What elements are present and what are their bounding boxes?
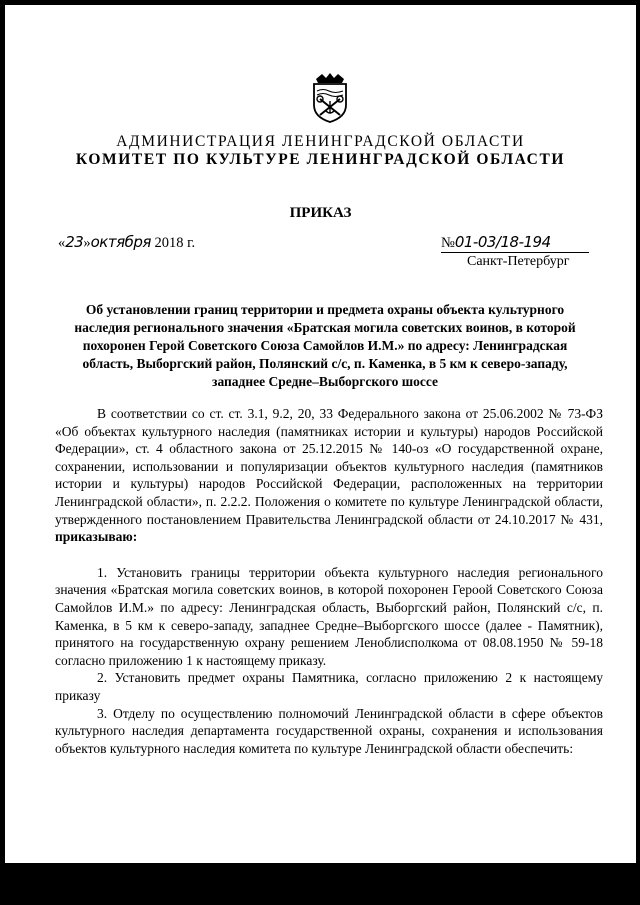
org-name-committee: КОМИТЕТ ПО КУЛЬТУРЕ ЛЕНИНГРАДСКОЙ ОБЛАСТИ — [75, 151, 566, 168]
number-value: 01-03/18-194 — [454, 233, 551, 251]
preamble-paragraph — [55, 405, 603, 546]
item-1: 1. Установить границы территории объекта культурного наследия регионального значения «Братская могила советских воинов, в которой похоронен Героой Советского Союза Самойлов И.М.» по адресу: Ленинградская область, Выборгский район, Полянский с/с, п. Каменка, в 5 км к северо-западу, западнее Средне–Выборгского шоссе (далее - Памятник), принятого на государственную охрану решением Леноблисполкома от 08.08.1950 № 59-18 согласно приложению 1 к настоящему приказу. — [55, 564, 603, 668]
item-2: 2. Установить предмет охраны Памятника, согласно приложению 2 к настоящему приказу — [55, 670, 603, 703]
preamble-text: В соответствии со ст. ст. 3.1, 9.2, 20, 33 Федерального закона от 25.06.2002 № 73-ФЗ «Об объектах культурного наследия (памятниках истории и культуры) народов Российской Федерации», ст. 4 областного закона от 25.12.2015 № 140-оз «О государственной охране, сохранении, использовании и популяризации объектов культурного наследия (памятников истории и культуры) народов Российской Федерации, расположенных на территории Ленинградской области», п. 2.2.2. Положения о комитете по культуре Ленинградской области, утвержденного постановлением Правительства Ленинградской области от 24.10.2017 № 431, — [55, 406, 603, 527]
document-body — [55, 405, 603, 757]
document-number — [441, 233, 589, 253]
date-open-quote: « — [58, 235, 66, 251]
document-title: ПРИКАЗ — [289, 205, 352, 221]
coat-of-arms-icon — [308, 71, 352, 123]
document-page — [5, 5, 636, 863]
date-year: 2018 г. — [154, 235, 196, 251]
date-month: октября — [90, 233, 151, 251]
document-date — [58, 233, 195, 252]
document-city: Санкт-Петербург — [467, 254, 570, 269]
item-3: 3. Отделу по осуществлению полномочий Ленинградской области в сфере объектов культурного наследия департамента государственной охраны, сохранения и использования объектов культурного наследия комитета по культуре Ленинградской области обеспечить: — [55, 705, 603, 756]
number-sign: № — [441, 235, 455, 251]
document-subject: Об установлении границ территории и предмета охраны объекта культурного наследия регионального значения «Братская могила советских воинов, в которой похоронен Герой Советского Союза Самойлов И.М.» по адресу: Ленинградская область, Выборгский район, Полянский с/с, п. Каменка, в 5 км к северо-западу, западнее Средне–Выборгского шоссе — [74, 302, 576, 389]
order-word: приказываю: — [55, 529, 138, 545]
date-close-quote: » — [83, 235, 91, 251]
org-name-administration: АДМИНИСТРАЦИЯ ЛЕНИНГРАДСКОЙ ОБЛАСТИ — [116, 133, 525, 150]
date-day: 23 — [65, 233, 84, 251]
